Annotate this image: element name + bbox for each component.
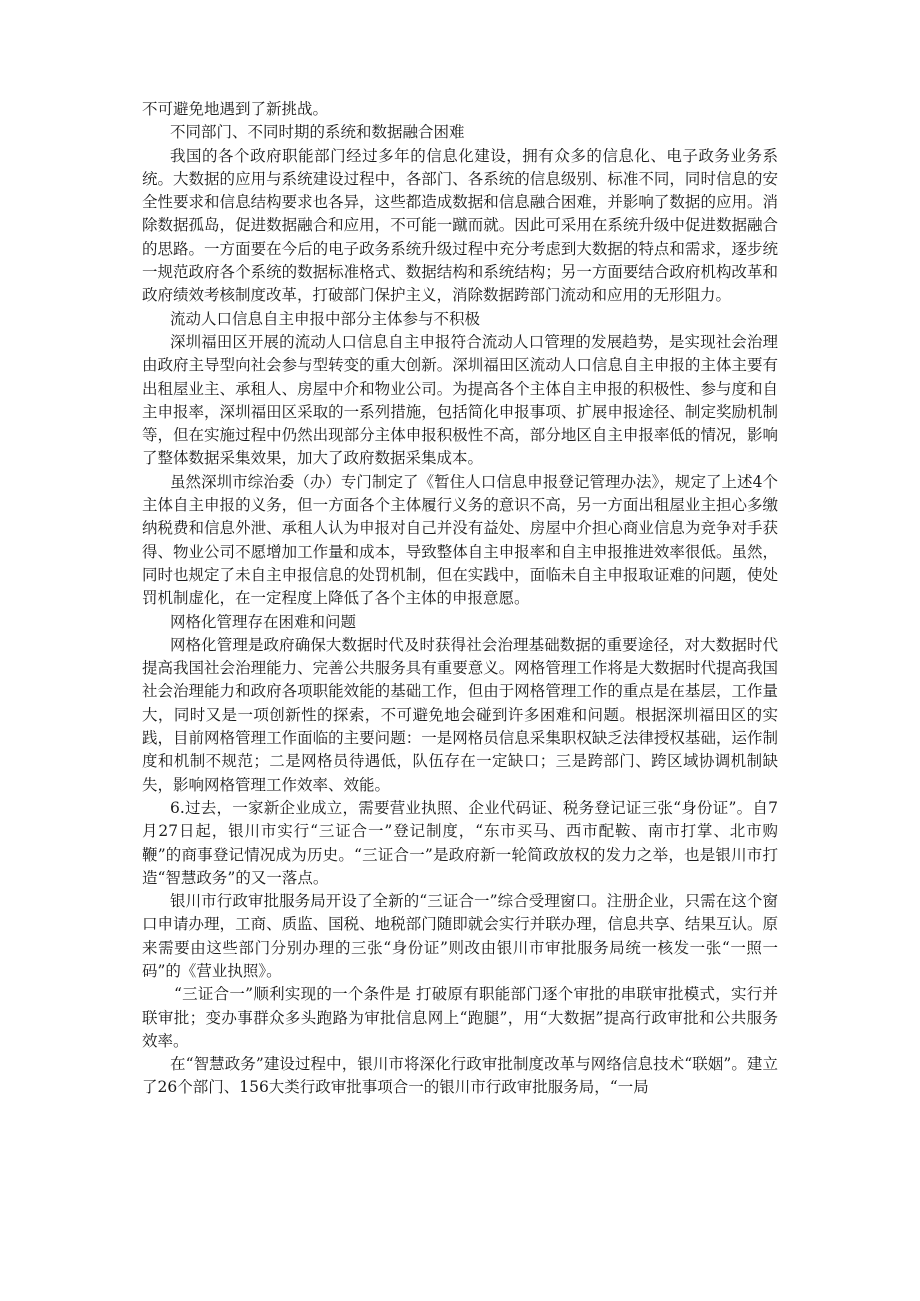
body-paragraph: 6.过去，一家新企业成立，需要营业执照、企业代码证、税务登记证三张“身份证”。自7月27日起，银川市实行“三证合一”登记制度，“东市买马、西市配鞍、南市打掌、北市购鞭”的商事登记情况成为历史。“三证合一”是政府新一轮简政放权的发力之举，也是银川市打造“智慧政务”的又一落点。 (142, 798, 778, 887)
body-paragraph: “三证合一”顺利实现的一个条件是 打破原有职能部门逐个审批的串联审批模式，实行并联审批；变办事群众多头跑路为审批信息网上“跑腿”，用“大数据”提高行政审批和公共服务效率。 (142, 985, 778, 1050)
body-paragraph: 深圳福田区开展的流动人口信息自主申报符合流动人口管理的发展趋势，是实现社会治理由政府主导型向社会参与型转变的重大创新。深圳福田区流动人口信息自主申报的主体主要有出租屋业主、承租人、房屋中介和物业公司。为提高各个主体自主申报的积极性、参与度和自主申报率，深圳福田区采取的一系列措施，包括简化申报事项、扩展申报途径、制定奖励机制等，但在实施过程中仍然出现部分主体申报积极性不高，部分地区自主申报率低的情况，影响了整体数据采集效果，加大了政府数据采集成本。 (142, 332, 778, 468)
body-paragraph: 我国的各个政府职能部门经过多年的信息化建设，拥有众多的信息化、电子政务业务系统。大数据的应用与系统建设过程中，各部门、各系统的信息级别、标准不同，同时信息的安全性要求和信息结构要求也各异，这些都造成数据和信息融合困难，并影响了数据的应用。消除数据孤岛，促进数据融合和应用，不可能一蹴而就。因此可采用在系统升级中促进数据融合的思路。一方面要在今后的电子政务系统升级过程中充分考虑到大数据的特点和需求，逐步统一规范政府各个系统的数据标准格式、数据结构和系统结构；另一方面要结合政府机构改革和政府绩效考核制度改革，打破部门保护主义，消除数据跨部门流动和应用的无形阻力。 (142, 146, 778, 305)
body-paragraph: 在“智慧政务”建设过程中，银川市将深化行政审批制度改革与网络信息技术“联姻”。建立了26个部门、156大类行政审批事项合一的银川市行政审批服务局，“一局 (142, 1055, 778, 1097)
section-heading: 不同部门、不同时期的系统和数据融合困难 (170, 123, 465, 142)
section-heading: 流动人口信息自主申报中部分主体参与不积极 (170, 309, 481, 328)
section-heading: 网格化管理存在困难和问题 (170, 612, 357, 631)
body-paragraph: 银川市行政审批服务局开设了全新的“三证合一”综合受理窗口。注册企业，只需在这个窗口申请办理，工商、质监、国税、地税部门随即就会实行并联办理，信息共享、结果互认。原来需要由这些部门分别办理的三张“身份证”则改由银川市审批服务局统一核发一张“一照一码”的《营业执照》。 (142, 892, 778, 980)
body-paragraph: 虽然深圳市综治委（办）专门制定了《暂住人口信息申报登记管理办法》，规定了上述4个主体自主申报的义务，但一方面各个主体履行义务的意识不高，另一方面出租屋业主担心多缴纳税费和信息外泄、承租人认为申报对自己并没有益处、房屋中介担心商业信息为竞争对手获得、物业公司不愿增加工作量和成本，导致整体自主申报率和自主申报推进效率很低。虽然，同时也规定了未自主申报信息的处罚机制，但在实践中，面临未自主申报取证难的问题，使处罚机制虚化，在一定程度上降低了各个主体的申报意愿。 (142, 472, 778, 608)
body-paragraph: 不可避免地遇到了新挑战。 (142, 100, 329, 118)
body-paragraph: 网格化管理是政府确保大数据时代及时获得社会治理基础数据的重要途径，对大数据时代提高我国社会治理能力、完善公共服务具有重要意义。网格管理工作将是大数据时代提高我国社会治理能力和政府各项职能效能的基础工作，但由于网格管理工作的重点是在基层，工作量大，同时又是一项创新性的探索，不可避免地会碰到许多困难和问题。根据深圳福田区的实践，目前网格管理工作面临的主要问题：一是网格员信息采集职权缺乏法律授权基础，运作制度和机制不规范；二是网格员待遇低，队伍存在一定缺口；三是跨部门、跨区域协调机制缺失，影响网格管理工作效率、效能。 (142, 635, 778, 794)
document-body (142, 98, 778, 1100)
